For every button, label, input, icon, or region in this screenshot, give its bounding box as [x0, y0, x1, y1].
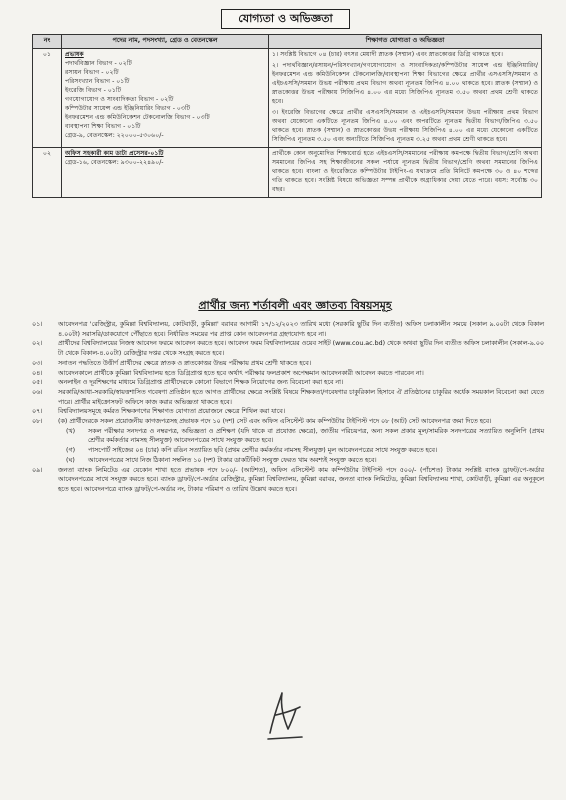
terms-list	[32, 320, 544, 495]
term-text: অনলাইন ও দূরশিক্ষণের মাধ্যমে ডিগ্রিপ্রাপ্ত প্রার্থীদেরকে কোনো বিভাগে শিক্ষক নিয়োগের জন্য বিবেচনা করা হবে না।	[58, 379, 344, 387]
term-text: আবেদনপত্র 'রেজিস্ট্রার, কুমিল্লা বিশ্ববিদ্যালয়, কোটবাড়ী, কুমিল্লা' বরাবর আগামী ১৭/১২/২০২৩ তারিখ মধ্যে (সরকারি ছুটির দিন ব্যতীত) অফিস চলাকালীন সময়ে (সকাল ৯.০০টা থেকে বিকাল ৪.০০টা) সরাসরি/ডাকযোগে পৌঁছাতে হবে। নির্ধারিত সময়ের পর প্রাপ্ত কোন আবেদনপত্র গ্রহণযোগ্য হবে না।	[58, 321, 544, 338]
post-line: গণযোগাযোগ ও সাংবাদিকতা বিভাগ - ০২টি	[65, 96, 174, 103]
signature-mark	[262, 685, 306, 745]
list-item	[32, 417, 544, 427]
list-item	[32, 369, 544, 379]
row-number: ০২	[33, 148, 62, 198]
sub-number: (গ)	[66, 447, 76, 455]
term-text: বিশ্ববিদ্যালয়সমূহে কর্মরত শিক্ষকগণের শিক্ষাগত যোগ্যতা প্রয়োজনে ক্ষেত্রে শিথিল করা যাবে।	[58, 408, 285, 416]
list-item	[32, 466, 544, 495]
term-number: ০৭।	[32, 408, 43, 416]
list-item	[32, 378, 544, 388]
post-line: ইংরেজি বিভাগ - ০১টি	[65, 87, 122, 94]
post-title: প্রভাষক	[65, 51, 84, 58]
list-item	[32, 359, 544, 369]
list-item	[32, 320, 544, 339]
term-text: (ক) প্রার্থীদেরকে সকল প্রয়োজনীয় কাগজপত্রসহ প্রভাষক পদে ১০ (দশ) সেট এবং অফিস এসিস্টেন্ট কাম কম্পিউটার টাইপিস্ট পদে ০৮ (আট) সেট আবেদনপত্র জমা দিতে হবে।	[58, 418, 492, 426]
requirement-item: প্রার্থীকে কোন অনুমোদিত শিক্ষাবোর্ড হতে এইচএসসি/সমমানের পরীক্ষায় কমপক্ষে দ্বিতীয় বিভাগ/শ্রেণি অথবা সমমানের জিপিএ সহ শিক্ষাজীবনের সকল পর্যায়ে ন্যূনতম দ্বিতীয় বিভাগ/শ্রেণি অথবা সমমানের জিপিএ থাকতে হবে। বাংলা ও ইংরেজিতে কম্পিউটার টাইপিং-এ যথাক্রমে প্রতি মিনিটে কমপক্ষে ৩০ ও ৪০ শব্দের গতি থাকতে হবে। সংশ্লিষ্ট বিষয়ে অভিজ্ঞতা সম্পন্ন প্রার্থীকে অগ্রাধিকার দেয়া যেতে পারে। বয়স: সর্বোচ্চ ৩০ বছর।	[272, 150, 538, 193]
post-grade: গ্রেড-১৬, বেতনস্কেল: ৯৩০০-২২৪৯০/-	[65, 159, 164, 166]
header-post: পদের নাম, পদসংখ্যা, গ্রেড ও বেতনস্কেল	[62, 35, 269, 49]
post-line: কম্পিউটার সায়েন্স এন্ড ইঞ্জিনিয়ারিং বিভাগ - ০৩টি	[65, 105, 191, 112]
requirements-cell	[269, 148, 542, 198]
term-number: ০৩।	[32, 359, 43, 367]
requirements-cell	[269, 49, 542, 148]
term-number: ০৬।	[32, 388, 43, 396]
post-line: পরিসংখ্যান বিভাগ - ০১টি	[65, 78, 130, 85]
header-requirements: শিক্ষাগত যোগ্যতা ও অভিজ্ঞতা	[269, 35, 542, 49]
page-title: যোগ্যতা ও অভিজ্ঞতা	[221, 9, 350, 29]
table-row	[33, 49, 542, 148]
term-number: ০২।	[32, 340, 43, 348]
list-item	[32, 407, 544, 417]
sub-number: (ঘ)	[66, 456, 75, 464]
post-line: পদার্থবিজ্ঞান বিভাগ - ০২টি	[65, 60, 132, 67]
sub-text: সকল পরীক্ষার সনদপত্র ও নম্বরপত্র, অভিজ্ঞতা ও প্রশিক্ষণ (যদি থাকে বা প্রযোজ্য ক্ষেত্রে), জাতীয় পরিচয়পত্র, অন্য সকল প্রকার মূল/সামরিক সনদপত্রের সত্যায়িত অনুলিপি (প্রথম শ্রেণীর কর্মকর্তার নামসহ সীলযুক্ত) আবেদনপত্রের সাথে সংযুক্ত করতে হবে।	[88, 427, 544, 445]
header-no: নং	[33, 35, 62, 49]
term-number: ০৯।	[32, 466, 43, 474]
term-text: জনতা ব্যাংক লিমিটেড এর যেকোন শাখা হতে প্রভাষক পদে ৮০০/- (আটশত), অফিস এসিস্টেন্ট কাম কম্পিউটার টাইপিস্ট পদে ৫০০/- (পাঁচশত) টাকার সংশ্লিষ্ট ব্যাংক ড্রাফট/পে-অর্ডার আবেদনপত্রের সাথে সংযুক্ত করতে হবে। ব্যাংক ড্রাফট/পে-অর্ডার রেজিস্ট্রার, কুমিল্লা বিশ্ববিদ্যালয়, কুমিল্লা বরাবর, জনতা ব্যাংক লিমিটেড, কুমিল্লা বিশ্ববিদ্যালয় শাখা, কোটবাড়ী, কুমিল্লা এর অনুকূলে হতে হবে। আবেদনপত্রে ব্যাংক ড্রাফট/পে-অর্ডার নং, টাকার পরিমাণ ও তারিখ উল্লেখ করতে হবে।	[58, 466, 544, 493]
list-item	[32, 388, 544, 407]
post-cell	[62, 49, 269, 148]
term-number: ০৪।	[32, 369, 43, 377]
requirement-item: ২। পদার্থবিজ্ঞান/রসায়ন/পরিসংখ্যান/গণযোগাযোগ ও সাংবাদিকতা/কম্পিউটার সায়েন্স এন্ড ইঞ্জিনিয়ারিং/ইনফরমেশন এন্ড কমিউনিকেশন টেকনোলজি/ব্যবস্থাপনা শিক্ষা বিভাগের ক্ষেত্রে প্রার্থীর এসএসসি/সমমান ও এইচএসসি/সমমান উভয় পরীক্ষায় প্রথম বিভাগ অথবা ন্যূনতম জিপিএ ৪.০০ থাকতে হবে। স্নাতক (সম্মান) ও স্নাতকোত্তর উভয় পরীক্ষায় সিজিপিএ ৪.০০ এর মধ্যে সিজিপিএ ন্যূনতম ৩.৫০ অথবা প্রথম শ্রেণী থাকতে হবে।	[272, 62, 538, 105]
term-number: ০১।	[32, 321, 43, 328]
qualification-table	[32, 34, 542, 198]
term-text: সনাতন পদ্ধতিতে উত্তীর্ণ প্রার্থীদের ক্ষেত্রে স্নাতক ও স্নাতকোত্তর উভয় পরীক্ষায় প্রথম শ্রেণী থাকতে হবে।	[58, 359, 311, 367]
post-grade: গ্রেড-৯, বেতনস্কেল: ২২০০০-৫৩০৬০/-	[65, 132, 164, 139]
post-cell	[62, 148, 269, 198]
sub-text: আবেদনপত্রের সাথে নিজ ঠিকানা সম্বলিত ১০ (দশ) টাকার ডাকটিকিট সংযুক্ত ফেরত খাম অবশ্যই সংযুক্ত করতে হবে।	[88, 456, 377, 464]
post-line: ইনফরমেশন এন্ড কমিউনিকেশন টেকনোলজি বিভাগ - ০৩টি	[65, 114, 210, 121]
sub-text: পাসপোর্ট সাইজের ০৪ (চার) কপি রঙিন সত্যায়িত ছবি (প্রথম শ্রেণীর কর্মকর্তার নামসহ সীলযুক্ত) মূল আবেদনপত্রের সাথে সংযুক্ত করতে হবে।	[88, 447, 438, 455]
term-text: প্রার্থীদের বিশ্ববিদ্যালয়ের নিজস্ব আবেদন ফরমে আবেদন করতে হবে। আবেদন ফরম বিশ্ববিদ্যালয়ের ওয়েব সাইট (www.cou.ac.bd) থেকে অথবা ছুটির দিন ব্যতীত অফিস চলাকালীন (সকাল-৯.০০ টা থেকে বিকাল-৪.০০টা) রেজিস্ট্রার দপ্তর থেকে সংগ্রহ করতে হবে।	[58, 340, 544, 358]
term-text: সরকারি/আধা-সরকারি/স্বায়ত্তশাসিত গবেষণা প্রতিষ্ঠান হতে আগত প্রার্থীদের ক্ষেত্রে সংশ্লিষ্ট বিষয়ে শিক্ষকতা/গবেষণার চাকুরিকাল হিসাবে ঐ প্রতিষ্ঠানের চাকুরির অর্ধেক সময়কাল বিবেচনা করা যেতে পারে। প্রার্থীর মাইক্রোসফট অফিসে কাজ করার অভিজ্ঞতা থাকতে হবে।	[58, 388, 544, 406]
row-number: ০১	[33, 49, 62, 148]
term-number: ০৫।	[32, 379, 43, 387]
post-line: ব্যবস্থাপনা শিক্ষা বিভাগ - ০১টি	[65, 123, 141, 130]
requirement-item: ৩। ইংরেজি বিভাগের ক্ষেত্রে প্রার্থীর এসএসসি/সমমান ও এইচএসসি/সমমান উভয় পরীক্ষায় প্রথম বিভাগ অথবা যেকোনো একটিতে ন্যূনতম জিপিএ ৪.০০ এবং অপরটিতে ন্যূনতম দ্বিতীয় বিভাগ/জিপিএ ৩.৫০ থাকতে হবে। স্নাতক (সম্মান) ও স্নাতকোত্তর উভয় পরীক্ষায় সিজিপিএ ৪.০০ এর মধ্যে যেকোনো একটিতে সিজিপিএ ন্যূনতম ৩.৫০ এবং অন্যটিতে সিজিপিএ ন্যূনতম ৩.২৫ অথবা প্রথম শ্রেণী থাকতে হবে।	[272, 109, 538, 143]
requirement-item: ১। সংশ্লিষ্ট বিভাগে ০৪ (চার) বৎসর মেয়াদী স্নাতক (সম্মান) এবং স্নাতকোত্তর ডিগ্রি থাকতে হবে।	[272, 51, 503, 58]
sub-number: (খ)	[66, 427, 76, 435]
list-item	[32, 339, 544, 358]
sub-item	[32, 446, 544, 456]
term-text: আবেদনকালে প্রার্থীকে কুমিল্লা বিশ্ববিদ্যালয় হতে ডিগ্রিপ্রাপ্ত হতে হবে অর্থাৎ পরীক্ষার ফলপ্রকাশ অপেক্ষমান আবেদনকারী আবেদন করতে পারবেন না।	[58, 369, 424, 377]
sub-item	[32, 456, 544, 466]
term-number: ০৮।	[32, 418, 43, 426]
sub-item	[32, 427, 544, 446]
table-header-row	[33, 35, 542, 49]
terms-heading: প্রার্থীর জন্য শর্তাবলী এবং জ্ঞাতব্য বিষয়সমূহ	[198, 299, 392, 312]
table-row	[33, 148, 542, 198]
post-line: রসায়ন বিভাগ - ০২টি	[65, 69, 119, 76]
post-title: অফিস সহকারী কাম ডাটা প্রসেসর-০১টি	[65, 150, 164, 157]
